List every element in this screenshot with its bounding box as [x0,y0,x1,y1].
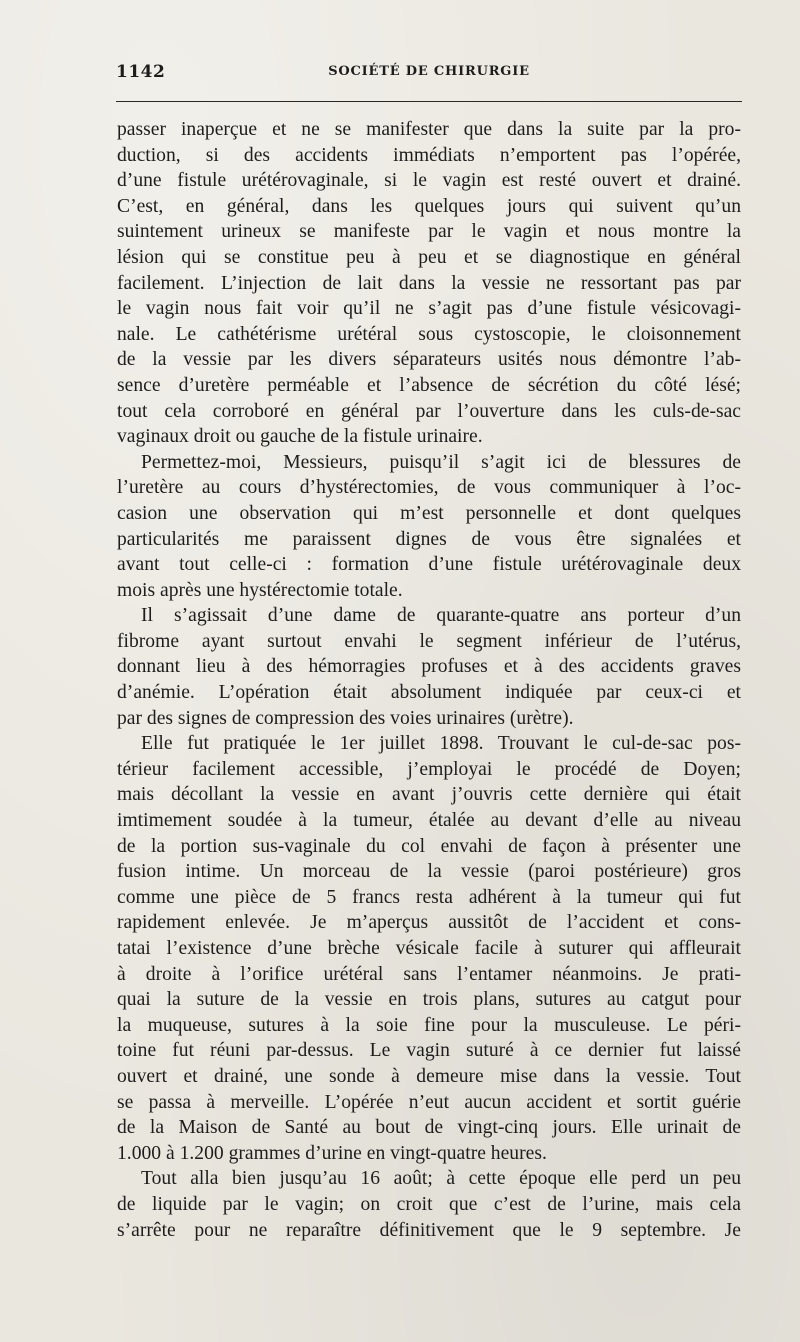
text-line: Il s’agissait d’une dame de quarante-quatre ans porteur d’un [141,605,741,627]
text-line: de liquide par le vagin; on croit que c’est de l’urine, mais cela [117,1193,741,1215]
text-line: vaginaux droit ou gauche de la fistule urinaire. [117,426,483,448]
text-line: de la portion sus-vaginale du col envahi de façon à présenter une [117,835,741,857]
paragraph-1 [117,117,741,450]
text-line: lésion qui se constitue peu à peu et se diagnostique en général [117,246,741,268]
text-line: d’anémie. L’opération était absolument indiquée par ceux-ci et [117,682,741,704]
page-number: 1142 [116,62,166,82]
text-line: par des signes de compression des voies urinaires (urètre). [117,707,574,729]
text-line: donnant lieu à des hémorragies profuses et à des accidents graves [117,656,741,678]
text-line: tatai l’existence d’une brèche vésicale facile à suturer qui affleurait [117,938,741,959]
text-line: se passa à merveille. L’opérée n’eut aucun accident et sortit guérie [117,1091,741,1113]
text-line: Permettez-moi, Messieurs, puisqu’il s’agit ici de blessures de [141,451,741,473]
text-line: de la Maison de Santé au bout de vingt-cinq jours. Elle urinait de [117,1117,741,1139]
text-line: comme une pièce de 5 francs resta adhérent à la tumeur qui fut [117,886,741,908]
text-line: térieur facilement accessible, j’employai le procédé de Doyen; [117,758,741,780]
text-line: quai la suture de la vessie en trois plans, sutures au catgut pour [117,989,741,1011]
text-line: l’uretère au cours d’hystérectomies, de vous communiquer à l’oc- [117,477,741,499]
text-line: toine fut réuni par-dessus. Le vagin suturé à ce dernier fut laissé [117,1040,741,1062]
text-line: nale. Le cathétérisme urétéral sous cystoscopie, le cloisonnement [117,323,741,345]
text-line: tout cela corroboré en général par l’ouverture dans les culs-de-sac [117,400,741,422]
text-line: à droite à l’orifice urétéral sans l’entamer néanmoins. Je prati- [117,963,741,985]
text-line: C’est, en général, dans les quelques jours qui suivent qu’un [117,195,741,217]
text-line: s’arrête pour ne reparaître définitivement que le 9 septembre. Je [117,1219,741,1241]
text-line: Tout alla bien jusqu’au 16 août; à cette époque elle perd un peu [141,1168,741,1190]
text-line: rapidement enlevée. Je m’aperçus aussitôt de l’accident et cons- [117,912,741,934]
text-line: fusion intime. Un morceau de la vessie (paroi postérieure) gros [117,861,741,883]
text-line: fibrome ayant surtout envahi le segment inférieur de l’utérus, [117,630,741,652]
header-rule [116,101,742,102]
paragraph-4 [117,731,741,1166]
text-line: avant tout celle-ci : formation d’une fistule urétérovaginale deux [117,554,741,576]
body-text [117,117,741,1243]
text-line: d’une fistule urétérovaginale, si le vagin est resté ouvert et drainé. [117,170,741,192]
text-line: particularités me paraissent dignes de vous être signalées et [117,528,741,550]
text-line: casion une observation qui m’est personnelle et dont quelques [117,502,741,524]
page-header [116,62,742,86]
text-line: ouvert et drainé, une sonde à demeure mise dans la vessie. Tout [117,1065,741,1087]
text-line: mois après une hystérectomie totale. [117,579,403,601]
text-line: mais décollant la vessie en avant j’ouvris cette dernière qui était [117,784,741,806]
paragraph-2 [117,450,741,604]
text-line: facilement. L’injection de lait dans la vessie ne ressortant pas par [117,272,741,294]
text-line: suintement urineux se manifeste par le vagin et nous montre la [117,221,741,243]
text-line: la muqueuse, sutures à la soie fine pour la musculeuse. Le péri- [117,1014,741,1036]
paragraph-3 [117,603,741,731]
text-line: de la vessie par les divers séparateurs usités nous démontre l’ab- [117,349,741,371]
running-head: SOCIÉTÉ DE CHIRURGIE [328,64,530,79]
text-line: Elle fut pratiquée le 1er juillet 1898. Trouvant le cul-de-sac pos- [141,733,741,755]
text-line: duction, si des accidents immédiats n’emportent pas l’opérée, [117,144,741,166]
text-line: sence d’uretère perméable et l’absence de sécrétion du côté lésé; [117,374,741,396]
text-line: 1.000 à 1.200 grammes d’urine en vingt-quatre heures. [117,1142,547,1164]
text-line: le vagin nous fait voir qu’il ne s’agit pas d’une fistule vésicovagi- [117,298,741,320]
paragraph-5 [117,1166,741,1243]
text-line: passer inaperçue et ne se manifester que dans la suite par la pro- [117,119,741,140]
text-line: imtimement soudée à la tumeur, étalée au devant d’elle au niveau [117,810,741,832]
